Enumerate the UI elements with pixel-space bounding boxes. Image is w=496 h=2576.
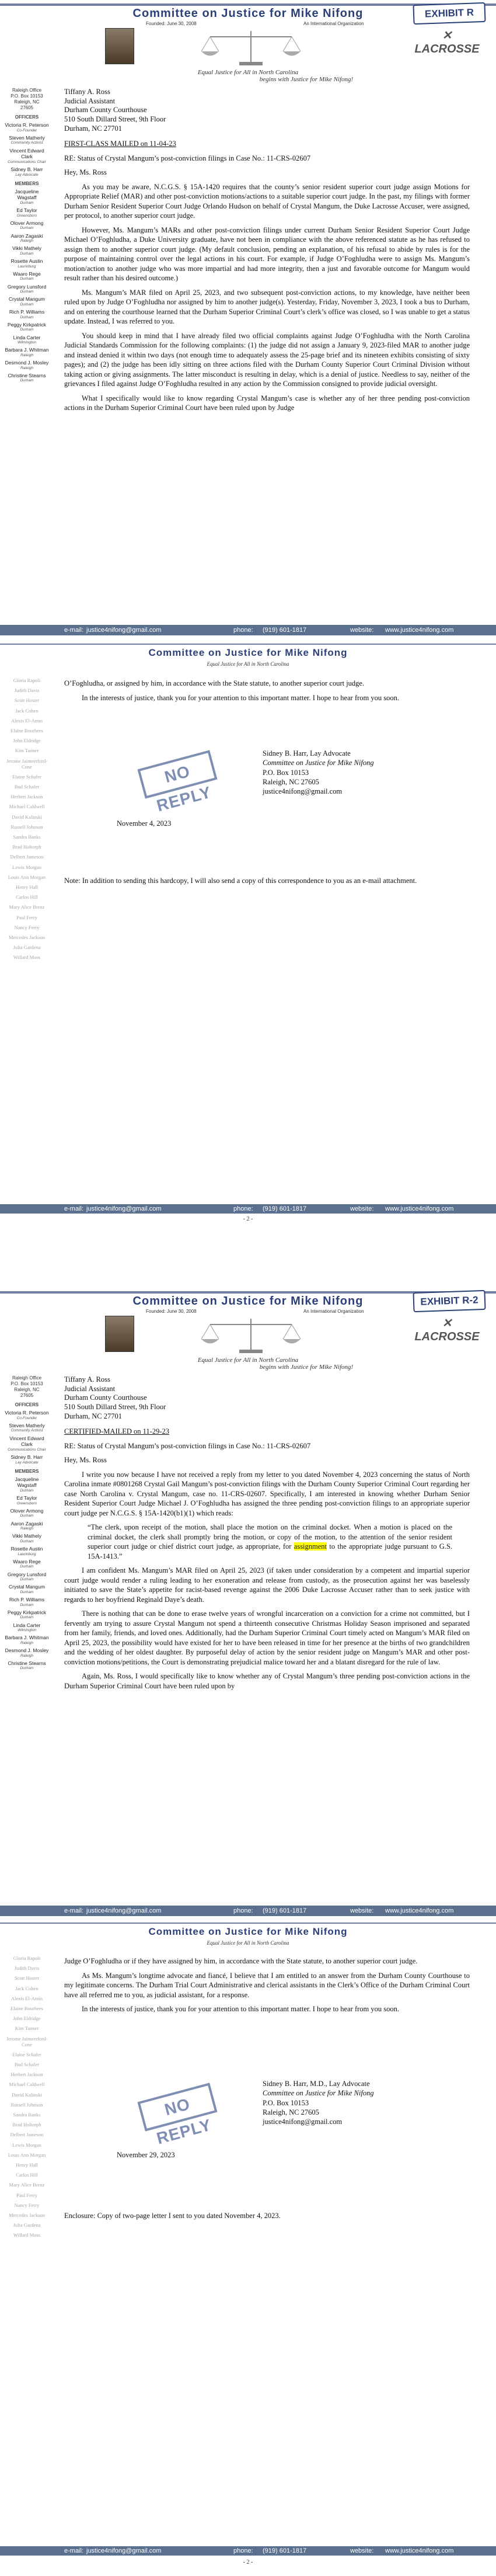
member-role: Durham	[20, 277, 34, 281]
member-name: Christine Stearns	[8, 372, 46, 378]
email-label: e-mail:	[64, 1205, 84, 1212]
member-role: Raleigh	[20, 1653, 34, 1658]
org-tagline-2: begins with Justice for Mike Nifong!	[259, 1364, 354, 1371]
email-link[interactable]: justice4nifong@gmail.com	[86, 1907, 162, 1914]
member-name: Kim Tanner	[15, 2025, 39, 2032]
officer-name: Sidney B. Harr	[11, 1454, 43, 1460]
member-name: Linda Carter	[13, 1622, 41, 1628]
member-role: Raleigh	[20, 1640, 34, 1645]
recipient-line: 510 South Dillard Street, 9th Floor	[64, 114, 166, 123]
member-name: Rich P. Williams	[9, 309, 45, 315]
org-title: Committee on Justice for Mike Nifong	[148, 647, 348, 658]
letter2-body	[64, 1375, 470, 1695]
recipient-block	[64, 88, 470, 133]
member-name: Barbara J. Whitman	[5, 1635, 49, 1641]
recipient-line: 510 South Dillard Street, 9th Floor	[64, 1402, 166, 1411]
member-name: Jerome Jaimeerford-Cone	[6, 757, 48, 770]
officer-role: Lay Advocate	[15, 172, 39, 177]
member-role: Durham	[20, 302, 34, 307]
letter1-page2	[0, 642, 496, 1226]
member-name: Jacqueline Wagstaff	[15, 1476, 39, 1489]
member-name: Olover Armong	[10, 220, 44, 226]
member-role: Durham	[20, 328, 34, 332]
member-role: Durham	[20, 315, 34, 319]
officers-heading: OFFICERS	[15, 114, 39, 120]
member-name: Sandra Banks	[13, 2112, 41, 2118]
paragraph: As Ms. Mangum’s longtime advocate and fiancé, I believe that I am entitled to an answer from the Durham County Courthouse to my legitimate concerns. The Durham Trial Court Administrative and clerical assistants in the Clerk’s Office of the Durham Criminal Court have all referred me to you, as judicial assistant, for a response.	[64, 1971, 470, 1999]
website-label: website:	[350, 1907, 374, 1914]
member-role: Durham	[20, 251, 34, 256]
member-name: John Eldridge	[13, 738, 41, 744]
member-role: Durham	[20, 1590, 34, 1594]
member-name: Russell Johnson	[11, 823, 43, 830]
officer-role: Communications Chair	[8, 159, 46, 164]
member-name: Mercedes Jackson	[8, 934, 46, 940]
paragraph: Again, Ms. Ross, I would specifically like to know whether any of Crystal Mangum’s three pending post-conviction actions in the Durham Superior Criminal Court have been ruled upon by	[64, 1672, 470, 1690]
website-link[interactable]: www.justice4nifong.com	[385, 1205, 454, 1212]
letter2-page1	[0, 1288, 496, 1918]
officer-role: Community Activist	[11, 141, 43, 145]
member-name: Carlos Hill	[16, 2172, 38, 2178]
website-link[interactable]: www.justice4nifong.com	[385, 2547, 454, 2554]
member-name: Peggy Kirkpatrick	[7, 1609, 47, 1615]
officer-name: Steven Matherly	[9, 134, 45, 141]
org-tagline: Equal Justice for All in North Carolina	[207, 1940, 289, 1946]
member-name: Louis Ann Morgan	[8, 2151, 46, 2158]
member-role: Raleigh	[20, 239, 34, 244]
recipient-line: Judicial Assistant	[64, 96, 116, 105]
member-role: Durham	[20, 1565, 34, 1569]
member-name: Alexis El-Amin	[11, 717, 43, 724]
org-title: Committee on Justice for Mike Nifong	[148, 1926, 348, 1937]
letter1-page1	[0, 0, 496, 637]
member-name: Alexis El-Amin	[11, 1995, 43, 2001]
officer-name: Sidney B. Harr	[11, 166, 43, 172]
member-name: Henry Hall	[15, 884, 38, 890]
salutation: Hey, Ms. Ross	[64, 1456, 107, 1465]
member-role: Durham	[20, 200, 34, 205]
org-tagline: Equal Justice for All in North Carolina	[197, 69, 299, 76]
recipient-line: Tiffany A. Ross	[64, 88, 110, 96]
org-tagline-2: begins with Justice for Mike Nifong!	[259, 76, 354, 83]
paragraph: In the interests of justice, thank you for your attention to this important matter. I hope to hear from you soon.	[82, 2005, 399, 2013]
member-name: Elaine Schafer	[12, 2051, 41, 2057]
member-name: Delbert Jameson	[10, 854, 44, 860]
member-name: Mary Alice Brenz	[9, 2182, 45, 2188]
member-name: Lewis Morgan	[12, 2142, 41, 2148]
signature-line: Sidney B. Harr, Lay Advocate	[263, 749, 351, 757]
signature-block	[263, 2079, 374, 2126]
officer-role: Communications Chair	[8, 1447, 46, 1452]
member-name: Julia Gardena	[13, 2222, 41, 2229]
member-role: Raleigh	[20, 1527, 34, 1531]
member-name: Desmond J. Mosley	[5, 360, 49, 366]
member-name: Kim Tanner	[15, 748, 39, 754]
signature-block	[263, 749, 374, 796]
member-name: Michael Caldwell	[9, 804, 45, 810]
member-name: Willard Moss	[13, 2232, 41, 2238]
recipient-line: Durham County Courthouse	[64, 1393, 147, 1402]
signature-line: P.O. Box 10153	[263, 2098, 309, 2107]
quote-text: to the appropriate judge pursuant to G.S. 15A-1413.”	[88, 1542, 453, 1560]
email-label: e-mail:	[64, 1907, 84, 1914]
member-name: Mercedes Jackson	[8, 2212, 46, 2218]
member-name: Gregory Lunsford	[7, 283, 47, 290]
email-link[interactable]: justice4nifong@gmail.com	[86, 627, 162, 634]
page-number: - 2 -	[243, 2559, 253, 2565]
member-role: Durham	[20, 226, 34, 231]
member-role: Durham	[20, 1539, 34, 1543]
signature-line: Committee on Justice for Mike Nifong	[263, 759, 374, 767]
member-name: David Kalinski	[12, 2091, 42, 2098]
member-role: Durham	[20, 290, 34, 294]
member-name: Rich P. Williams	[9, 1597, 45, 1602]
lacrosse-logo: ✕ LACROSSE	[414, 1317, 480, 1343]
founded-text: Founded: June 30, 2008	[146, 21, 197, 26]
member-name: Jack Cohen	[15, 707, 39, 714]
member-name: Herbert Jackson	[11, 794, 43, 800]
member-name: Elaine Bourhees	[11, 727, 43, 733]
header-band	[0, 1923, 496, 1924]
statute-quote	[88, 1522, 452, 1561]
paragraph: There is nothing that can be done to erase twelve years of wrongful incarceration on a conviction for a crime not committed, but I fervently am trying to assure Crystal Mangum not spend a thirteenth consecutive Christmas Holiday Season imprisoned and separated from her family, friends, and loved ones. Additionally, had the Durham Superior Criminal Court timely acted on Mangum’s MAR filed on April 25, 2023, the possibility would have existed for her to have been released in time for her presence at the births of two grandchildren and the wedding of her oldest daughter. By purposeful delay of action by the senior resident judge on Mangum’s MAR and other post-conviction motions/petitions, the Court is demonstrating prejudicial malice toward her and a blatant disregard for the rule of law.	[64, 1609, 470, 1666]
member-list	[5, 1955, 49, 2242]
phone-label: phone:	[233, 1205, 253, 1212]
paragraph: However, Ms. Mangum’s MARs and other post-conviction filings under current Durham Senior Resident Superior Court Judge Michael O’Foghludha, a Duke University graduate, have not been in compliance with the above referenced statute as he has refused to assign them to another superior court judge. (My default conclusion, pending an explanation, of his refusal to abide by rules is for the purpose of maintaining control over the legal actions in his court. For example, if Judge O’Foghludha were to assign Ms. Mangum’s motion/action to another judge who was more impartial and had more integrity, then a just and favorable outcome for Mangum would result rather than his desired outcome.)	[64, 225, 470, 283]
member-name: Nancy Ferry	[14, 924, 40, 930]
scales-of-justice-icon	[193, 28, 309, 69]
members-heading: MEMBERS	[15, 1468, 39, 1474]
officer-role: Co-Founder	[16, 128, 37, 133]
signature-line: Committee on Justice for Mike Nifong	[263, 2089, 374, 2098]
member-name: Delbert Jameson	[10, 2132, 44, 2138]
member-name: Barbara J. Whitman	[5, 347, 49, 353]
signature-line: justice4nifong@gmail.com	[263, 787, 343, 795]
member-name: Gloria Rapoli	[13, 677, 41, 683]
founder-photo	[105, 1316, 134, 1352]
member-name: Nancy Ferry	[14, 2202, 40, 2208]
paragraph: I write you now because I have not received a reply from my letter to you dated November 4, 2023 concerning the status of North Carolina inmate #0801268 Crystal Gail Mangum’s post-conviction filings with the Durham County Superior Criminal Court regarding her case North Carolina v. Crystal Mangum, case no. 11-CRS-02607. Specifically, I am interested in knowing whether Durham Senior Resident Superior Court Judge Michael J. O’Foghludha has assigned the three pending post-conviction filings to an appropriate superior court judge per N.C.G.S. § 15A-1420(b1)(1) which reads:	[64, 1470, 470, 1517]
members-heading: MEMBERS	[15, 180, 39, 186]
org-tagline: Equal Justice for All in North Carolina	[197, 1357, 299, 1364]
phone-label: phone:	[233, 627, 253, 634]
member-name: Aaron Zagaski	[11, 232, 43, 239]
member-name: Linda Carter	[13, 334, 41, 340]
member-name: Crystal Mangum	[9, 296, 45, 303]
member-name: Judith Davis	[14, 687, 40, 694]
website-label: website:	[350, 627, 374, 634]
member-role: Durham	[20, 1514, 34, 1518]
footer-bar	[0, 2546, 496, 2556]
paragraph: As you may be aware, N.C.G.S. § 15A-1420 requires that the county’s senior resident superior court judge assign Motions for Appropriate Relief (MAR) and other post-conviction motions/actions to a suitable superior court judge. In the past, my filings with former Durham Senior Resident Superior Court Judge Orlando Hudson on behalf of Crystal Mangum, the Duke Lacrosse Accuser, were assigned, per protocol, to another superior court judge.	[64, 182, 470, 220]
phone-number: (919) 601-1817	[263, 627, 307, 634]
recipient-line: Durham, NC 27701	[64, 124, 122, 133]
member-name: Willard Moss	[13, 954, 41, 961]
paragraph: In the interests of justice, thank you for your attention to this important matter. I hope to hear from you soon.	[82, 693, 399, 702]
letter1-body-cont	[64, 679, 470, 707]
exhibit-stamp: EXHIBIT R-2	[413, 1290, 485, 1312]
re-line: RE: Status of Crystal Mangum’s post-conviction filings in Case No.: 11-CRS-02607	[64, 1441, 311, 1450]
member-name: Henry Hall	[15, 2161, 38, 2168]
paragraph: Ms. Mangum’s MAR filed on April 25, 2023, and two subsequent post-conviction actions, to my knowledge, have neither been ruled upon by Judge O’Foghludha nor assigned by him to another judge(s). Yesterday, Friday, November 3, 2023, I took a bus to Durham, and on entering the courthouse learned that the Durham Superior Criminal Court’s clerk’s office was closed, so I was unable to get a status update. Instead, I was referred to you.	[64, 288, 470, 326]
org-title: Committee on Justice for Mike Nifong	[132, 1295, 364, 1308]
footer-bar	[0, 625, 496, 635]
officer-role: Co-Founder	[16, 1416, 37, 1420]
recipient-block	[64, 1375, 470, 1421]
member-name: Mary Alice Brenz	[9, 904, 45, 910]
member-name: Peggy Kirkpatrick	[7, 321, 47, 328]
member-name: Sandra Banks	[13, 834, 41, 840]
email-link[interactable]: justice4nifong@gmail.com	[86, 1205, 162, 1212]
member-name: Gregory Lunsford	[7, 1571, 47, 1577]
member-name: Lewis Morgan	[12, 864, 41, 870]
recipient-line: Tiffany A. Ross	[64, 1375, 110, 1383]
exhibit-stamp: EXHIBIT R	[413, 2, 485, 25]
member-name: Crystal Mangum	[9, 1584, 45, 1590]
officer-role: Lay Advocate	[15, 1460, 39, 1465]
member-role: Durham	[20, 1488, 34, 1493]
member-name: Waaro Rege	[13, 270, 41, 277]
signature-line: Raleigh, NC 27605	[263, 2108, 319, 2116]
office-line: Raleigh, NC	[14, 1387, 40, 1392]
member-name: Bud Schafer	[14, 784, 40, 790]
paragraph: O’Foghludha, or assigned by him, in accordance with the State statute, to another superior court judge.	[64, 679, 365, 687]
re-line: RE: Status of Crystal Mangum’s post-conviction filings in Case No.: 11-CRS-02607	[64, 154, 311, 162]
phone-label: phone:	[233, 1907, 253, 1914]
founder-photo	[105, 28, 134, 64]
org-tagline: Equal Justice for All in North Carolina	[207, 661, 289, 667]
salutation: Hey, Ms. Ross	[64, 168, 107, 177]
office-line: 27605	[20, 105, 34, 110]
member-name: Aaron Zagaski	[11, 1520, 43, 1527]
phone-number: (919) 601-1817	[263, 1907, 307, 1914]
signature-line: justice4nifong@gmail.com	[263, 2118, 343, 2126]
member-name: Herbert Jackson	[11, 2071, 43, 2078]
footer-bar	[0, 1906, 496, 1916]
signature-line: P.O. Box 10153	[263, 768, 309, 777]
member-role: Durham	[20, 1615, 34, 1620]
founded-text: Founded: June 30, 2008	[146, 1309, 197, 1314]
member-name: Gloria Rapoli	[13, 1955, 41, 1961]
member-name: Elaine Bourhees	[11, 2005, 43, 2011]
scales-of-justice-icon	[193, 1316, 309, 1357]
phone-label: phone:	[233, 2547, 253, 2554]
member-name: Jacqueline Wagstaff	[15, 188, 39, 201]
member-name: Vikki Mathely	[12, 245, 41, 252]
paragraph: You should keep in mind that I have already filed two official complaints against Judge O’Foghludha with the North Carolina Judicial Standards Commission for the following complaints: (1) the judge did not assign a January 9, 2023-filed MAR to another judge and instead denied it within two days (not enough time to adequately assess the 25-page brief and its nineteen exhibits consisting of sixty pages); and (2) the judge has been idly sitting on three actions filed with the Durham County Superior Court Criminal Division without taking action or giving assignments. The latter misconduct is resulting in delay, which is a denial of justice. Needless to say, neither of the grievances I filed against Judge O’Foghludha resulted in any action by the Commission consigned to provide judicial oversight.	[64, 331, 470, 388]
paragraph: Judge O’Foghludha or if they have assigned by him, in accordance with the State statute, to another superior court judge.	[64, 1957, 418, 1965]
website-link[interactable]: www.justice4nifong.com	[385, 1907, 454, 1914]
letter-date: November 4, 2023	[117, 819, 172, 828]
member-role: Wilmington	[17, 1628, 37, 1633]
member-role: Durham	[20, 1666, 34, 1671]
website-label: website:	[350, 1205, 374, 1212]
recipient-line: Durham County Courthouse	[64, 106, 147, 114]
member-role: Greensboro	[16, 1501, 37, 1506]
member-role: Durham	[20, 1577, 34, 1582]
member-role: Laurinburg	[18, 264, 36, 269]
member-name: John Eldridge	[13, 2015, 41, 2022]
member-name: Elaine Schafer	[12, 773, 41, 780]
member-name: Ed Taylor	[16, 1495, 37, 1501]
officer-name: Victoria R. Peterson	[5, 1410, 49, 1416]
member-name: Jerome Jaimeerford-Cone	[6, 2035, 48, 2047]
officer-name: Vincent Edward Clark	[9, 1435, 44, 1448]
member-name: Christine Stearns	[8, 1660, 46, 1666]
quote-text: “The clerk, upon receipt of the motion, shall place the motion on the criminal docket. When a motion is placed on the criminal docket, the clerk shall promptly bring the motion, or copy of the motion, to the attention of the senior resident superior court judge or chief district court judge, as appropriate, for	[88, 1523, 452, 1551]
letter-date: November 29, 2023	[117, 2151, 175, 2159]
letter1-body	[64, 88, 470, 418]
letter2-page2	[0, 1921, 496, 2572]
member-name: Paul Ferry	[16, 914, 37, 920]
member-name: Ed Taylor	[16, 207, 37, 213]
paragraph: I am confident Ms. Mangum’s MAR filed on April 25, 2023 (if taken under consideration by a competent and impartial superior court judge would render a ruling leading to her exoneration and release from custody, as the prosecution against her was baselessly initiated to save the State’s appetite for racist-based revenge against the 2006 Duke Lacrosse Accuser rather than to seek justice with regards to her boyfriend Reginald Daye’s death.	[64, 1566, 470, 1604]
member-role: Raleigh	[20, 353, 34, 357]
member-name: Michael Caldwell	[9, 2081, 45, 2088]
enclosure-block	[64, 2211, 470, 2226]
member-name: Judith Davis	[14, 1965, 40, 1972]
member-name: Brad Holtorph	[12, 2122, 41, 2128]
member-name: Rosette Austin	[11, 1546, 43, 1552]
officers-heading: OFFICERS	[15, 1402, 39, 1407]
letter2-body-cont	[64, 1956, 470, 2019]
member-name: Carlos Hill	[16, 894, 38, 901]
office-line: Raleigh Office	[12, 1375, 42, 1381]
member-name: David Kalinski	[12, 814, 42, 820]
email-label: e-mail:	[64, 627, 84, 634]
member-role: Laurinburg	[18, 1552, 36, 1556]
signature-line: Raleigh, NC 27605	[263, 777, 319, 786]
footer-bar	[0, 1204, 496, 1214]
member-name: Rosette Austin	[11, 258, 43, 264]
member-list	[5, 677, 49, 964]
office-line: Raleigh Office	[12, 88, 42, 93]
officer-name: Steven Matherly	[9, 1422, 45, 1428]
member-name: Scott Hoster	[14, 697, 40, 704]
paragraph: What I specifically would like to know regarding Crystal Mangum’s case is whether any of her three pending post-conviction actions in the Durham Superior Criminal Court have been ruled upon by Judge	[64, 394, 470, 412]
member-role: Durham	[20, 378, 34, 383]
page-number: - 2 -	[243, 1216, 253, 1222]
member-name: Scott Hoster	[14, 1975, 40, 1981]
office-line: 27605	[20, 1393, 34, 1398]
note: Note: In addition to sending this hardcopy, I will also send a copy of this correspondence to you as an e-mail attachment.	[64, 877, 417, 885]
member-role: Wilmington	[17, 340, 37, 345]
office-line: P.O. Box 10153	[11, 1381, 43, 1386]
recipient-line: Durham, NC 27701	[64, 1412, 122, 1420]
sidebar	[5, 1375, 49, 1671]
no-reply-stamp: NO REPLY	[137, 750, 217, 798]
member-name: Brad Holtorph	[12, 844, 41, 850]
member-name: Louis Ann Morgan	[8, 874, 46, 880]
member-role: Greensboro	[16, 213, 37, 218]
officer-name: Victoria R. Peterson	[5, 122, 49, 128]
affiliation-text: An International Organization	[303, 1309, 364, 1314]
affiliation-text: An International Organization	[303, 21, 364, 26]
member-name: Jack Cohen	[15, 1985, 39, 1991]
org-title: Committee on Justice for Mike Nifong	[132, 7, 364, 20]
email-label: e-mail:	[64, 2547, 84, 2554]
member-name: Paul Ferry	[16, 2192, 37, 2198]
phone-number: (919) 601-1817	[263, 1205, 307, 1212]
member-role: Raleigh	[20, 366, 34, 370]
email-link[interactable]: justice4nifong@gmail.com	[86, 2547, 162, 2554]
enclosure: Enclosure: Copy of two-page letter I sent to you dated November 4, 2023.	[64, 2212, 281, 2220]
header-band	[0, 644, 496, 645]
website-link[interactable]: www.justice4nifong.com	[385, 627, 454, 634]
no-reply-stamp: NO REPLY	[137, 2083, 217, 2131]
note-block	[64, 876, 470, 891]
member-name: Vikki Mathely	[12, 1533, 41, 1539]
lacrosse-logo: ✕ LACROSSE	[414, 29, 480, 55]
member-name: Olover Armong	[10, 1507, 44, 1514]
member-name: Desmond J. Mosley	[5, 1647, 49, 1653]
member-name: Bud Schafer	[14, 2062, 40, 2068]
member-name: Waaro Rege	[13, 1558, 41, 1565]
officer-name: Vincent Edward Clark	[9, 147, 44, 160]
mail-method: CERTIFIED-MAILED on 11-29-23	[64, 1427, 170, 1436]
office-line: Raleigh, NC	[14, 99, 40, 105]
officer-role: Community Activist	[11, 1428, 43, 1433]
highlighted-word: assignment	[294, 1542, 327, 1551]
sidebar	[5, 88, 49, 384]
signature-line: Sidney B. Harr, M.D., Lay Advocate	[263, 2080, 370, 2088]
phone-number: (919) 601-1817	[263, 2547, 307, 2554]
member-name: Russell Johnson	[11, 2101, 43, 2108]
recipient-line: Judicial Assistant	[64, 1384, 116, 1393]
website-label: website:	[350, 2547, 374, 2554]
member-role: Durham	[20, 1602, 34, 1607]
member-name: Julia Gardena	[13, 944, 41, 951]
office-line: P.O. Box 10153	[11, 93, 43, 99]
mail-method: FIRST-CLASS MAILED on 11-04-23	[64, 140, 176, 148]
